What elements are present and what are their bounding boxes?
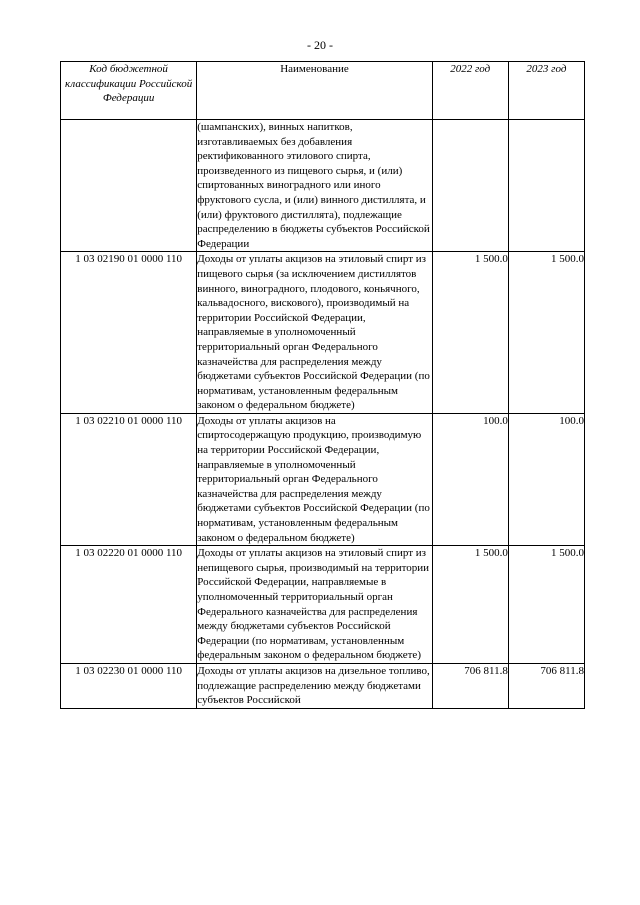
row-amount-2022: 1 500.0 — [432, 252, 508, 414]
row-name: Доходы от уплаты акцизов на дизельное топливо, подлежащие распределению между бюджетами субъектов Российской — [197, 663, 432, 708]
row-amount-2022 — [432, 120, 508, 252]
row-name: (шампанских), винных напитков, изготавливаемых без добавления ректификованного этилового спирта, произведенного из пищевого сырья, и (или) спиртованных виноградного или иного фруктового сусла, и (или) винного дистиллята, и (или) фруктового дистиллята), подлежащие распределению в бюджеты субъектов Российской Федерации — [197, 120, 432, 252]
table-row — [61, 663, 585, 708]
table-row — [61, 120, 585, 252]
page-number: - 20 - — [307, 38, 333, 52]
row-name: Доходы от уплаты акцизов на этиловый спирт из пищевого сырья (за исключением дистиллятов винного, виноградного, плодового, коньячного, кальвадосного, вискового), производимый на территории Российской Федерации, направляемые в уполномоченный территориальный орган Федерального казначейства для распределения между бюджетами субъектов Российской Федерации (по нормативам, установленным федеральным законом о федеральном бюджете) — [197, 252, 432, 414]
row-amount-2022: 100.0 — [432, 413, 508, 545]
table-header-row — [61, 62, 585, 120]
row-code: 1 03 02190 01 0000 110 — [61, 252, 197, 414]
row-code — [61, 120, 197, 252]
table-row — [61, 413, 585, 545]
row-amount-2023 — [508, 120, 584, 252]
header-name: Наименование — [197, 62, 432, 120]
row-amount-2023: 706 811.8 — [508, 663, 584, 708]
header-year-2022: 2022 год — [432, 62, 508, 120]
row-name: Доходы от уплаты акцизов на этиловый спирт из непищевого сырья, производимый на территории Российской Федерации, направляемые в уполномоченный территориальный орган Федерального казначейства для распределения между бюджетами субъектов Российской Федерации (по нормативам, установленным федеральным законом о федеральном бюджете) — [197, 546, 432, 664]
row-code: 1 03 02230 01 0000 110 — [61, 663, 197, 708]
row-amount-2022: 706 811.8 — [432, 663, 508, 708]
budget-table — [60, 61, 585, 709]
row-amount-2022: 1 500.0 — [432, 546, 508, 664]
row-amount-2023: 100.0 — [508, 413, 584, 545]
row-name: Доходы от уплаты акцизов на спиртосодержащую продукцию, производимую на территории Российской Федерации, направляемые в уполномоченный территориальный орган Федерального казначейства для распределения между бюджетами субъектов Российской Федерации (по нормативам, установленным федеральным законом о федеральном бюджете) — [197, 413, 432, 545]
table-row — [61, 252, 585, 414]
header-code: Код бюджетной классификации Российской Федерации — [61, 62, 197, 120]
row-amount-2023: 1 500.0 — [508, 546, 584, 664]
header-year-2023: 2023 год — [508, 62, 584, 120]
row-amount-2023: 1 500.0 — [508, 252, 584, 414]
row-code: 1 03 02220 01 0000 110 — [61, 546, 197, 664]
row-code: 1 03 02210 01 0000 110 — [61, 413, 197, 545]
table-row — [61, 546, 585, 664]
